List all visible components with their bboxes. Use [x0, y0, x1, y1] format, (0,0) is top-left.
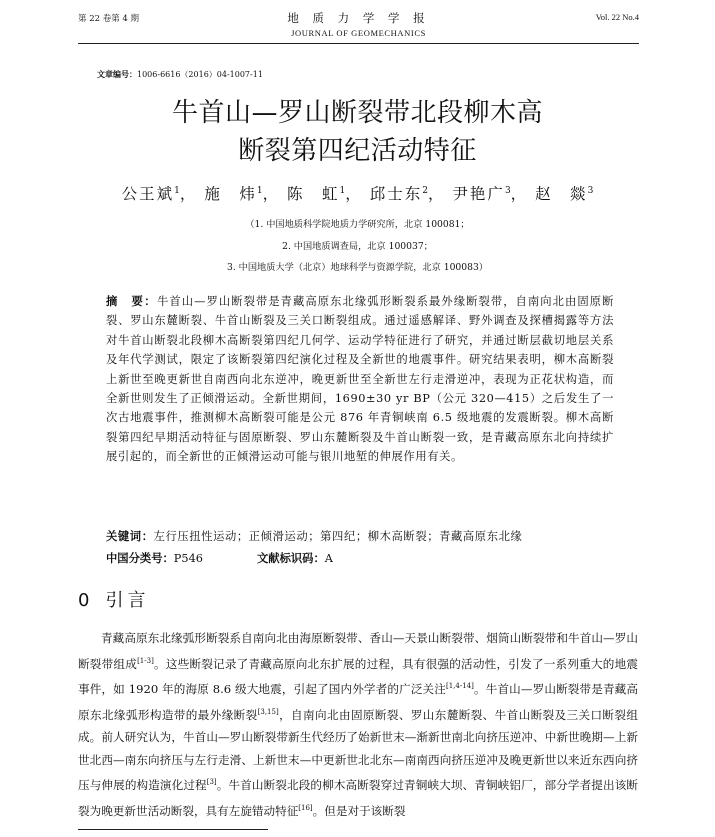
intro-text: 。但是对于该断裂 [312, 803, 406, 818]
author-list [0, 182, 715, 204]
intro-text: 。这些断裂记录了青藏高原向北东扩展的过程，具有很强的活动性，引发了一系列重大的地震事件，如 1920 年的海原 8.6 级大地震，引起了国内外学者的广泛关注 [78, 656, 638, 696]
abstract-text: 牛首山—罗山断裂带是青藏高原东北缘弧形断裂系最外缘断裂带，自南向北由固原断裂、罗山东麓断裂、牛首山断裂及三关口断裂组成。通过遥感解译、野外调查及探槽揭露等方法对牛首山断裂北段柳木高断裂第四纪几何学、运动学特征进行了研究，并通过断层截切地层关系及年代学测试，限定了该断裂第四纪演化过程及全新世的地震事件。研究结果表明，柳木高断裂上新世至晚更新世自南西向北东逆冲，晚更新世至全新世左行走滑逆冲，表现为正花状构造，而全新世则发生了正倾滑运动。全新世期间，1690±30 yr BP（公元 320—415）之后发生了一次古地震事件，推测柳木高断裂可能是公元 876 年青铜峡南 6.5 级地震的发震断裂。柳木高断裂第四纪早期活动特征与固原断裂、罗山东麓断裂及牛首山断裂一致，是青藏高原东北向持续扩展引起的，而全新世的正倾滑运动可能与银川地堑的伸展作用有关。 [106, 295, 614, 464]
author-affil-mark: 2 [422, 185, 428, 196]
intro-paragraph [78, 627, 638, 822]
header-rule [78, 43, 639, 44]
intro-text: 。牛首山断裂北段的柳木高断裂穿过青铜峡大坝、青铜峡铝厂，部分学者提出该断裂为晚更新世活动断裂，具有左旋错动特征 [78, 778, 638, 818]
header-journal [78, 10, 639, 38]
intro-text: ，自南向北由固原断裂、罗山东麓断裂、牛首山断裂及三关口断裂组成。前人研究认为，牛首山—罗山断裂带新生代经历了始新世末—渐新世南北向挤压逆冲、中新世晚期—上新世北西—南东向挤压与左行走滑、上新世末—中更新世北北东—南南西向挤压逆冲及晚更新世以来近东西向挤压与伸展的构造演化过程 [78, 707, 638, 792]
classification-line [106, 550, 626, 566]
intro-text: 青藏高原东北缘弧形断裂系自南向北由海原断裂带、香山—天景山断裂带、烟筒山断裂带和牛首山—罗山断裂带组成 [78, 631, 638, 671]
author-name: 施 炜 [204, 185, 257, 203]
article-number [97, 69, 263, 80]
header-volume-cn: 第 22 卷第 4 期 [78, 14, 140, 24]
classification-label: 中国分类号： [106, 552, 174, 565]
header-journal-en: JOURNAL OF GEOMECHANICS [291, 28, 426, 38]
title-line-2: 断裂第四纪活动特征 [238, 136, 477, 166]
citation: [3] [206, 778, 217, 787]
article-number-label: 文章编号： [97, 69, 137, 79]
citation: [1-3] [137, 656, 154, 665]
author-separator: ， [179, 185, 198, 203]
author-name: 赵 燚 [535, 185, 588, 203]
author-name: 陈 虹 [287, 185, 340, 203]
intro-text: 。牛首山—罗山断裂带是青藏高原东北缘弧形构造带的最外缘断裂 [78, 681, 638, 722]
header-journal-cn: 地 质 力 学 学 报 [287, 11, 430, 25]
title-line-1: 牛首山—罗山断裂带北段柳木高 [171, 98, 543, 128]
abstract [106, 292, 614, 467]
affiliation-3: 3. 中国地质大学（北京）地球科学与资源学院，北京 100083） [227, 262, 488, 273]
header-volume-en: Vol. 22 No.4 [595, 12, 639, 22]
keywords-text: 左行压扭性运动；正倾滑运动；第四纪；柳木高断裂；青藏高原东北缘 [153, 530, 523, 543]
author-affil-mark: 1 [256, 185, 263, 196]
article-number-value: 1006-6616（2016）04-1007-11 [137, 70, 263, 79]
keywords [106, 528, 626, 544]
author-separator: ， [345, 185, 363, 203]
paper-title [0, 94, 715, 170]
author-name: 公王斌 [121, 185, 175, 203]
affiliation-1: （1. 中国地质科学院地质力学研究所，北京 100081； [245, 219, 470, 230]
keywords-label: 关键词： [106, 530, 154, 543]
section-number: 0 [78, 590, 90, 611]
document-code-label: 文献标识码： [256, 552, 325, 565]
author-name: 尹艳广 [452, 185, 505, 203]
author-separator: ， [510, 185, 529, 203]
footnote-rule [78, 829, 268, 830]
abstract-label: 摘 要： [106, 295, 158, 308]
citation: [1,4-14] [446, 682, 474, 691]
author-name: 邱士东 [369, 185, 423, 203]
author-affil-mark: 1 [174, 185, 180, 196]
author-affil-mark: 3 [587, 185, 594, 196]
document-code-value: A [324, 552, 333, 565]
citation: [3,15] [257, 707, 279, 716]
section-title: 引言 [105, 590, 150, 611]
citation: [16] [298, 803, 313, 812]
author-separator: ， [427, 185, 446, 203]
affiliation-2: 2. 中国地质调查局，北京 100037； [282, 241, 433, 252]
author-affil-mark: 1 [339, 185, 346, 196]
author-separator: ， [262, 185, 281, 203]
classification-value: P546 [173, 552, 203, 565]
running-header [78, 10, 639, 46]
author-affil-mark: 3 [504, 185, 511, 196]
section-heading [78, 586, 149, 612]
